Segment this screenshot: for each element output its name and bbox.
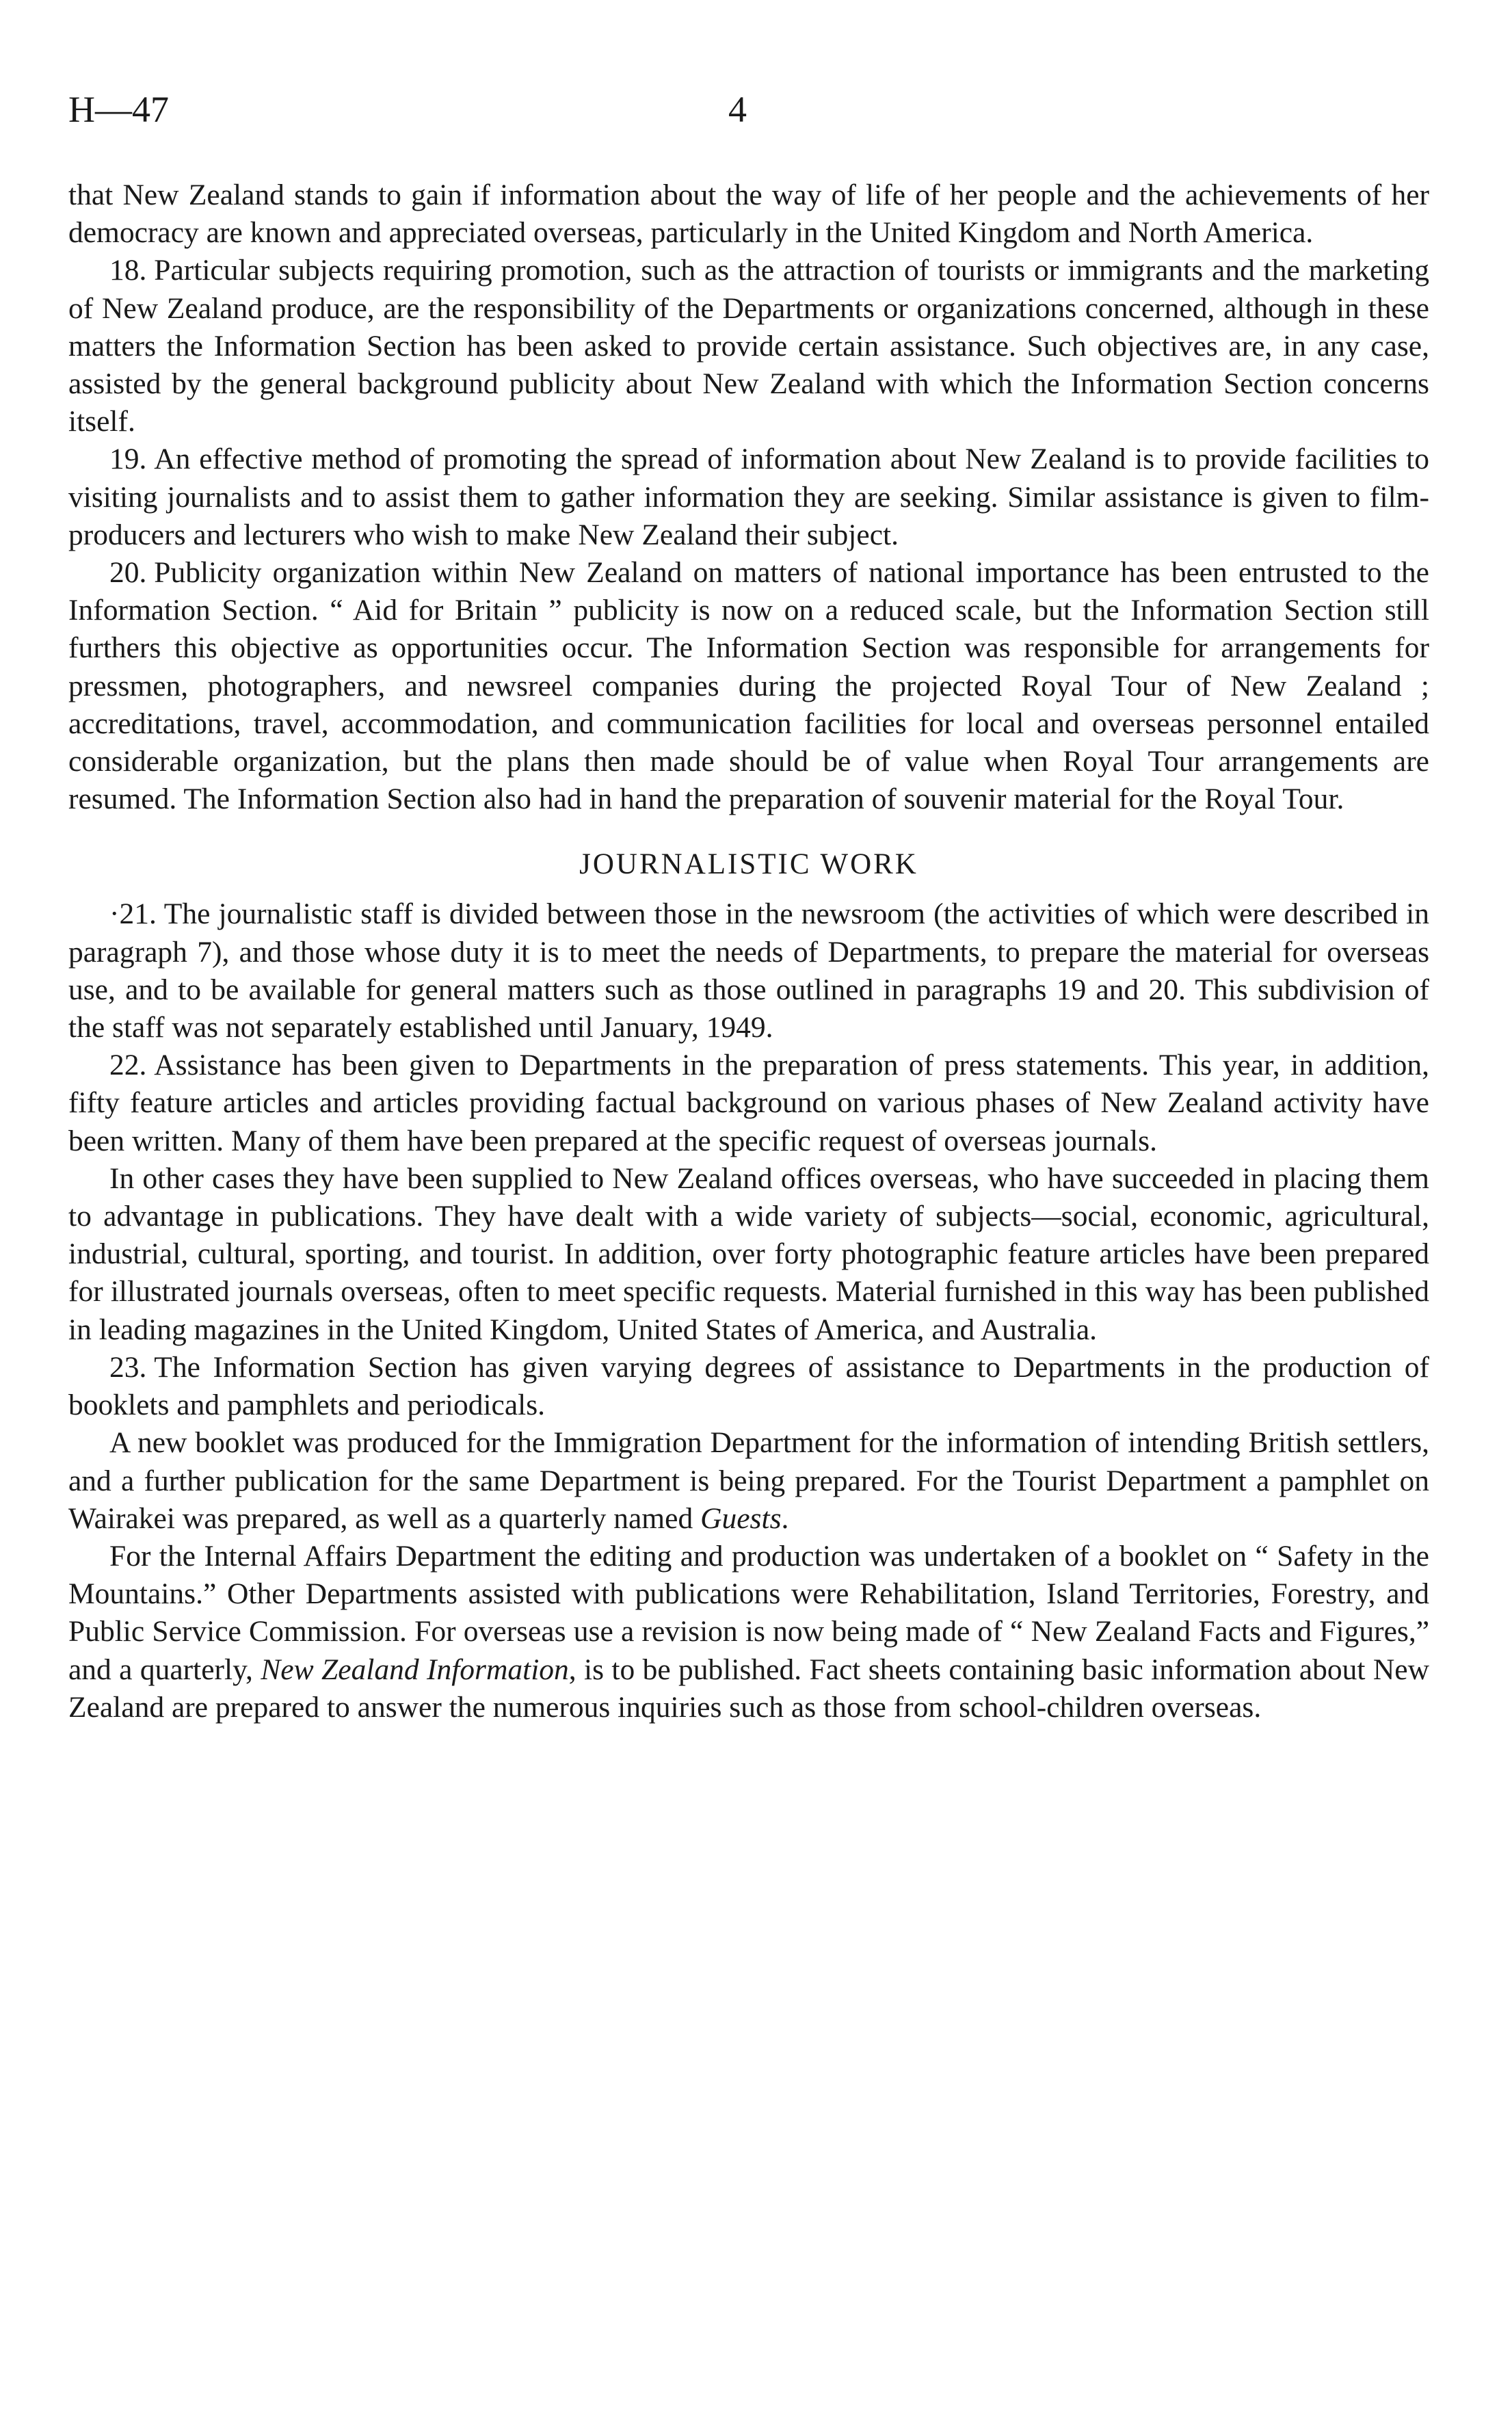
paragraph-number: 18. xyxy=(109,254,147,287)
publication-title: Guests xyxy=(700,1501,782,1535)
document-code: H—47 xyxy=(68,89,169,130)
document-page xyxy=(68,89,1429,1726)
paragraph-20: 20. Publicity organization within New Zealand on matters of national importance has been entrusted to the Information Section. “ Aid for Britain ” publicity is now on a reduced scale, but the Information Section still furthers this objective as opportunities occur. The Information Section was responsible for arrangements for pressmen, photographers, and newsreel companies during the projected Royal Tour of New Zealand ; accreditations, travel, accommodation, and communication facilities for local and overseas personnel entailed considerable organization, but the plans then made should be of value when Royal Tour arrangements are resumed. The Information Section also had in hand the preparation of souvenir material for the Royal Tour. xyxy=(68,556,1429,816)
paragraph-23: 23. The Information Section has given varying degrees of assistance to Departments in the production of booklets and pamphlets and periodicals. xyxy=(68,1350,1429,1422)
page-number: 4 xyxy=(728,89,747,130)
paragraph-23-internal-affairs: For the Internal Affairs Department the editing and production was undertaken of a booklet on “ Safety in the Mountains.” Other Departments assisted with publications were Rehabilitation, Island Territories, Forestry, and Public Service Commission. For overseas use a revision is now being made of “ New Zealand Facts and Figures,” and a quarterly, New Zealand Information, is to be published. Fact sheets containing basic information about New Zealand are prepared to answer the numerous inquiries such as those from school-children overseas. xyxy=(68,1539,1430,1724)
paragraph-22-continued: In other cases they have been supplied to New Zealand offices overseas, who have succeeded in placing them to advantage in publications. They have dealt with a wide variety of subjects—social, economic, agricultural, industrial, cultural, sporting, and tourist. In addition, over forty photographic feature articles have been prepared for illustrated journals overseas, often to meet specific requests. Material furnished in this way has been published in leading magazines in the United Kingdom, United States of America, and Australia. xyxy=(68,1161,1429,1346)
paragraph-23-booklets: A new booklet was produced for the Immigration Department for the information of intending British settlers, and a further publication for the same Department is being prepared. For the Tourist Department a pamphlet on Wairakei was prepared, as well as a quarterly named Guests. xyxy=(68,1426,1429,1535)
body-text xyxy=(68,176,1429,1726)
paragraph-number: 19. xyxy=(109,443,147,476)
paragraph-17-continuation: that New Zealand stands to gain if information about the way of life of her people and the achievements of her democracy are known and appreciated overseas, particularly in the United Kingdom and North America. xyxy=(68,179,1429,250)
paragraph-19: 19. An effective method of promoting the spread of information about New Zealand is to provide facilities to visiting journalists and to assist them to gather information they are seeking. Similar assistance is given to film-producers and lecturers who wish to make New Zealand their subject. xyxy=(68,443,1429,551)
section-heading: JOURNALISTIC WORK xyxy=(579,848,918,881)
running-header xyxy=(68,89,1429,137)
paragraph-number: 23. xyxy=(109,1350,147,1384)
paragraph-21: ·21. The journalistic staff is divided between those in the newsroom (the activities of which were described in paragraph 7), and those whose duty it is to meet the needs of Departments, to prepare the material for overseas use, and to be available for general matters such as those outlined in paragraphs 19 and 20. This subdivision of the staff was not separately established until January, 1949. xyxy=(68,897,1429,1044)
paragraph-22: 22. Assistance has been given to Departments in the preparation of press statements. This year, in addition, fifty feature articles and articles providing factual background on various phases of New Zealand activity have been written. Many of them have been prepared at the specific request of overseas journals. xyxy=(68,1049,1429,1157)
paragraph-number: 20. xyxy=(109,556,147,590)
paragraph-number: 22. xyxy=(109,1049,147,1082)
publication-title: New Zealand Information xyxy=(261,1653,569,1686)
paragraph-18: 18. Particular subjects requiring promotion, such as the attraction of tourists or immigrants and the marketing of New Zealand produce, are the responsibility of the Departments or organizations concerned, although in these matters the Information Section has been asked to provide certain assistance. Such objectives are, in any case, assisted by the general background publicity about New Zealand with which the Information Section concerns itself. xyxy=(68,254,1429,438)
paragraph-number: ·21. xyxy=(109,897,157,931)
